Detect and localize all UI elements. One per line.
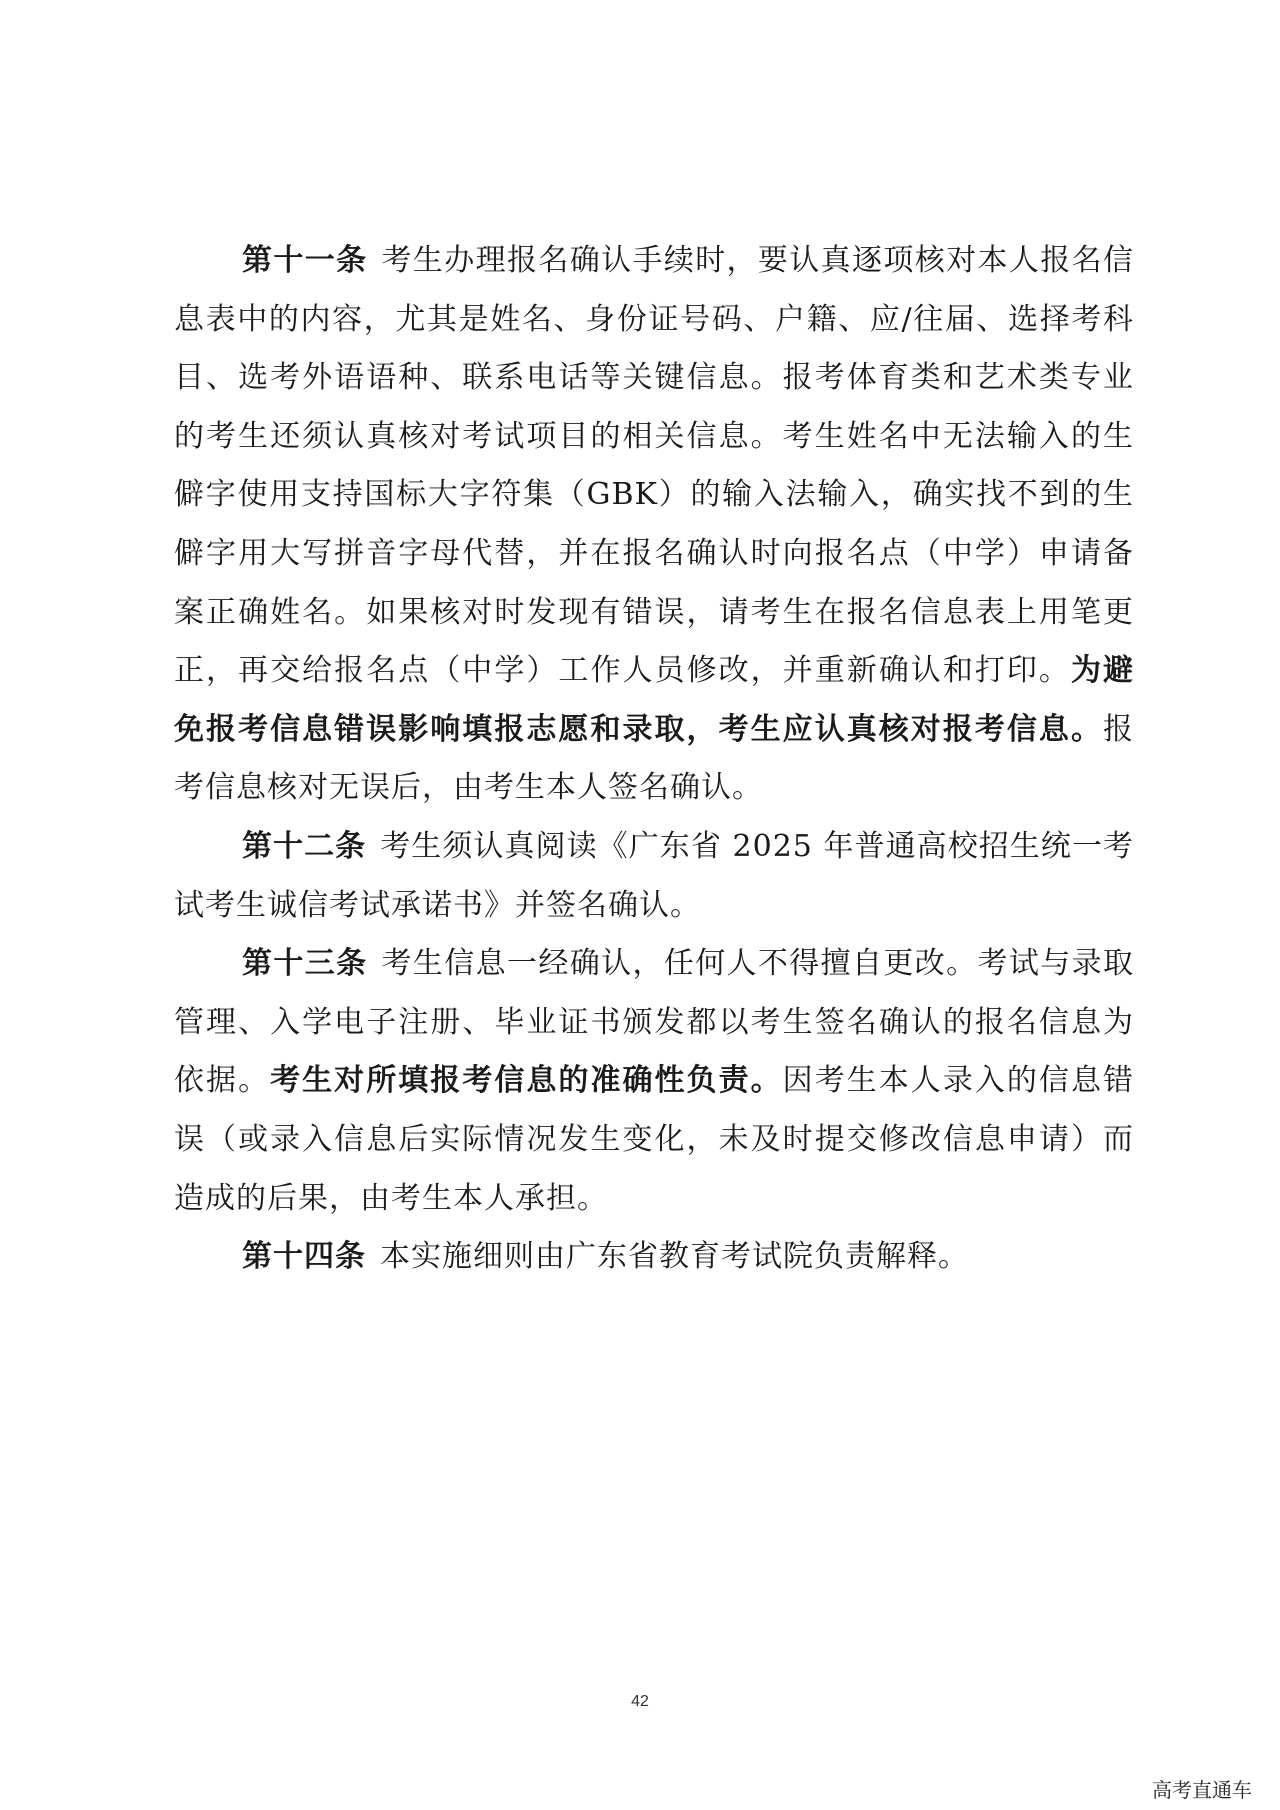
watermark-logo-text: 高考直通车 xyxy=(1152,1778,1252,1802)
article-emphasis: 为避免报考信息错误影响填报志愿和录取，考生应认真核对报考信息。 xyxy=(174,653,1135,747)
article-title: 第十四条 xyxy=(242,1239,366,1275)
article-11 xyxy=(174,232,1134,818)
article-text: 考生须认真阅读《广东省 2025 年普通高校招生统一考试考生诚信考试承诺书》并签名确认。 xyxy=(174,828,1135,923)
article-title: 第十一条 xyxy=(242,243,368,278)
article-14 xyxy=(174,1228,1134,1287)
page-number: 42 xyxy=(631,1693,649,1710)
article-12 xyxy=(174,818,1134,935)
article-text: 本实施细则由广东省教育考试院负责解释。 xyxy=(380,1239,969,1275)
article-text: 考生办理报名确认手续时，要认真逐项核对本人报名信息表中的内容，尤其是姓名、身份证号码、户籍、应/往届、选择考科目、选考外语语种、联系电话等关键信息。报考体育类和艺术类专业的考生还须认真核对考试项目的相关信息。考生姓名中无法输入的生僻字使用支持国标大字符集（GBK）的输入法输入，确实找不到的生僻字用大写拼音字母代替，并在报名确认时向报名点（中学）申请备案正确姓名。如果核对时发现有错误，请考生在报名信息表上用笔更正，再交给报名点（中学）工作人员修改，并重新确认和打印。 xyxy=(174,243,1135,689)
article-text: 因考生本人录入的信息错误（或录入信息后实际情况发生变化，未及时提交修改信息申请）而造成的后果，由考生本人承担。 xyxy=(174,1063,1135,1216)
article-emphasis: 考生对所填报考信息的准确性负责。 xyxy=(270,1063,783,1099)
article-title: 第十二条 xyxy=(242,828,367,864)
document-body xyxy=(174,232,1134,1287)
article-text: 报考信息核对无误后，由考生本人签名确认。 xyxy=(174,711,1134,806)
article-13 xyxy=(174,935,1134,1228)
article-text: 考生信息一经确认，任何人不得擅自更改。考试与录取管理、入学电子注册、毕业证书颁发都以考生签名确认的报名信息为依据。 xyxy=(174,946,1135,1099)
article-title: 第十三条 xyxy=(242,946,368,982)
